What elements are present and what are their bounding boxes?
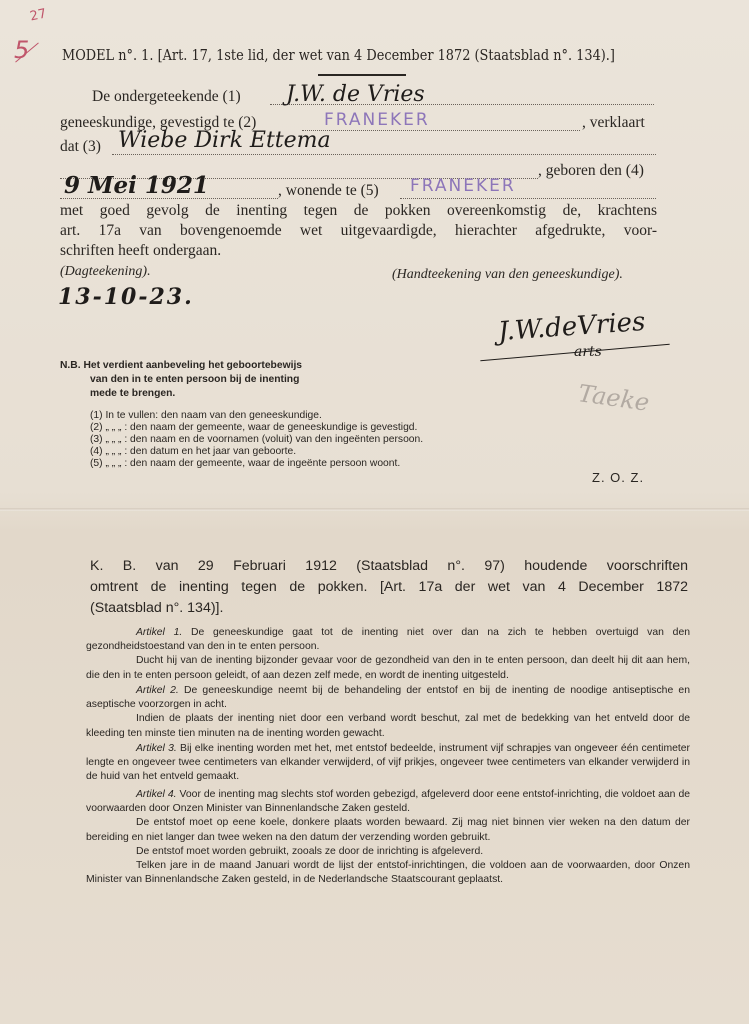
nb-line-2: van den in te enten persoon bij de inenting	[90, 374, 300, 385]
article-4-extra-1: De entstof moet op eene koele, donkere plaats worden bewaard. Zij mag niet binnen vier weken na den datum der bereiding en niet langer dan twee weken na den datum der verzending worden gebruikt.	[86, 817, 690, 843]
signature-label: (Handteekening van den geneeskundige).	[392, 267, 623, 282]
signature-sub: arts	[574, 344, 602, 360]
article-4-extra-3: Telken jare in de maand Januari wordt de lijst der entstof-inrichtingen, die voldoen aan de voorwaarden, door Onzen Minister van Binnenlandsche Zaken gesteld, in de Nederlandsche Staatscourant geplaatst.	[86, 860, 690, 886]
form-suffix-4: , geboren den (4)	[538, 162, 644, 179]
zoz-label: Z. O. Z.	[592, 470, 645, 485]
article-1-label: Artikel 1.	[136, 627, 183, 638]
article-1-text: De geneeskundige gaat tot de inenting niet over dan na zich te hebben overtuigd van den gezondheidstoestand van den in te enten persoon.	[86, 627, 690, 653]
article-1-extra-1: Ducht hij van de inenting bijzonder gevaar voor de gezondheid van den in te enten persoon, dan deelt hij dit aan hem, die den in te enten persoon geleidt, of aan dezen zelf mede, en wordt de inenting uitgesteld.	[86, 655, 690, 681]
form-value-5-place: FRANEKER	[410, 176, 516, 196]
article-3-label: Artikel 3.	[136, 743, 177, 754]
form-body-3: schriften heeft ondergaan.	[60, 242, 222, 259]
form-value-1: J.W. de Vries	[286, 82, 425, 107]
form-dotline-3	[112, 154, 656, 155]
form-label-1: De ondergeteekende (1)	[92, 88, 241, 105]
header-rule	[318, 74, 406, 76]
margin-mark-side: 5	[14, 36, 30, 64]
form-suffix-2: , verklaart	[582, 114, 645, 131]
footnote-4: (4) „ „ „ : den datum en het jaar van geboorte.	[90, 446, 297, 457]
article-4-extra-2: De entstof moet worden gebruikt, zooals ze door de inrichting is afgeleverd.	[136, 845, 484, 857]
date-label: (Dagteekening).	[60, 264, 151, 279]
kb-line-3: (Staatsblad n°. 134)].	[90, 600, 224, 616]
kb-line-2: omtrent de inenting tegen de pokken. [Art. 17a der wet van 4 December 1872	[90, 579, 688, 595]
form-body-2: art. 17a van bovengenoemde wet uitgevaardigde, hierachter afgedrukte, voor-	[60, 222, 657, 239]
article-3	[86, 742, 690, 785]
form-dotline-2	[302, 130, 580, 131]
article-2	[86, 684, 690, 741]
form-value-3: Wiebe Dirk Ettema	[118, 128, 331, 153]
article-2-label: Artikel 2.	[136, 685, 179, 696]
form-dotline-6	[400, 198, 656, 199]
article-2-text: De geneeskundige neemt bij de behandeling der entstof en bij de inenting de noodige antiseptische en aseptische voorzorgen in acht.	[86, 685, 690, 711]
kb-line-1: K. B. van 29 Februari 1912 (Staatsblad n°. 97) houdende voorschriften	[90, 558, 688, 574]
article-2-extra-1: Indien de plaats der inenting niet door een verband wordt beschut, zal met de bedekking van het entveld door de kleeding ten minste tien minuten na de inenting worden gewacht.	[86, 713, 690, 739]
model-header: MODEL n°. 1. [Art. 17, 1ste lid, der wet van 4 December 1872 (Staatsblad n°. 134).]	[62, 46, 615, 64]
form-label-3: dat (3)	[60, 138, 101, 155]
footnote-1: (1) In te vullen: den naam van den geneeskundige.	[90, 410, 322, 421]
footnote-2: (2) „ „ „ : den naam der gemeente, waar de geneeskundige is gevestigd.	[90, 422, 418, 433]
form-label-2: geneeskundige, gevestigd te (2)	[60, 114, 257, 131]
form-body-1: met goed gevolg de inenting tegen de pokken overeenkomstig de, krachtens	[60, 202, 657, 219]
article-4	[86, 788, 690, 887]
paper-fold	[0, 508, 749, 511]
date-value: 13-10-23.	[58, 284, 194, 310]
form-value-2: FRANEKER	[324, 110, 430, 130]
footnote-5: (5) „ „ „ : den naam der gemeente, waar de ingeënte persoon woont.	[90, 458, 401, 469]
article-3-text: Bij elke inenting worden met het, met entstof bedeelde, instrument vijf schrapjes van ongeveer één centimeter lengte en ongeveer twee centimeters van elkander verwijderd, of vijf prikjes, ongeveer twee centimeters van elkander verwijderd in de huid van het entveld gemaakt.	[86, 743, 691, 783]
form-label-5: , wonende te (5)	[278, 182, 379, 199]
nb-line-3: mede te brengen.	[90, 388, 176, 399]
form-value-5: 9 Mei 1921	[64, 172, 209, 199]
signature: J.W.deVries	[497, 306, 647, 348]
article-4-text: Voor de inenting mag slechts stof worden gebezigd, afgeleverd door eene entstof-inrichting, die voldoet aan de voorwaarden door Onzen Minister van Binnenlandsche Zaken gesteld.	[86, 789, 691, 815]
footnote-3: (3) „ „ „ : den naam en de voornamen (voluit) van den ingeënten persoon.	[90, 434, 424, 445]
margin-mark-top: 27	[28, 6, 48, 25]
pencil-note: Taeke	[576, 379, 652, 417]
article-4-label: Artikel 4.	[136, 789, 177, 800]
article-1	[86, 626, 690, 683]
nb-line-1: N.B. Het verdient aanbeveling het geboortebewijs	[60, 360, 303, 371]
